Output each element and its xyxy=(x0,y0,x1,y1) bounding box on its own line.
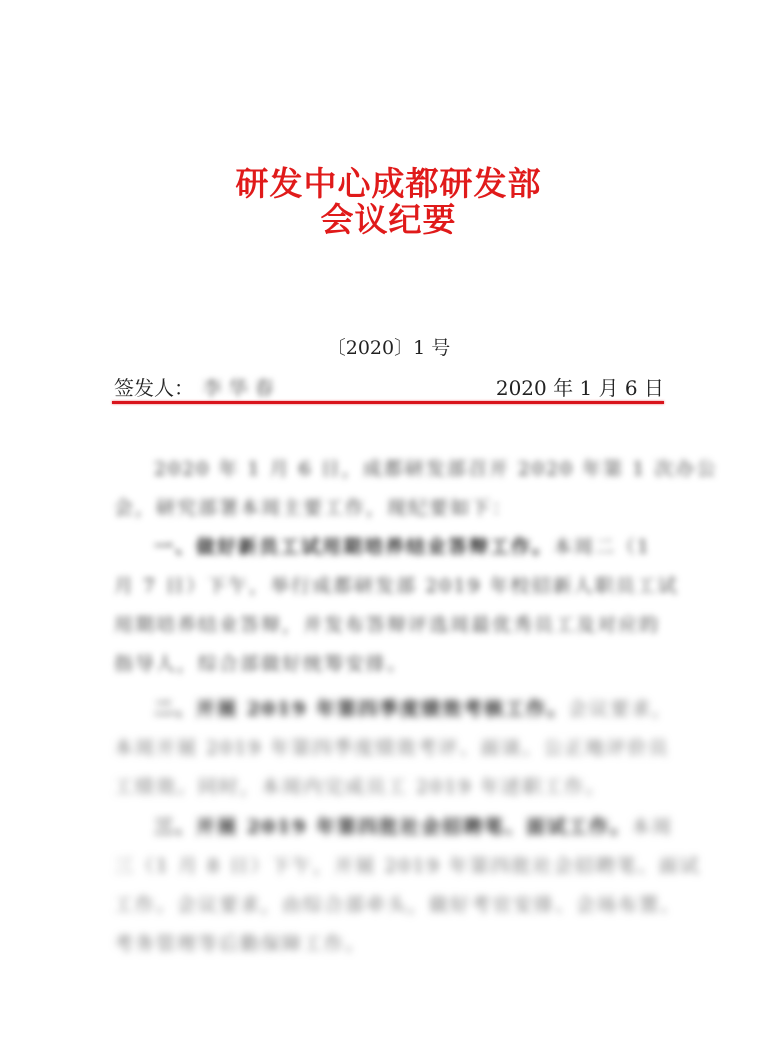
item1-paragraph xyxy=(114,528,679,684)
item3-line: 本周 xyxy=(631,816,674,838)
red-header-rule xyxy=(112,401,664,404)
document-title-line2: 会议纪要 xyxy=(320,200,457,239)
item2-paragraph xyxy=(114,690,674,807)
item3-line: 工作。会议要求，由综合部牵头，做好考官安排、会场布置、 xyxy=(114,894,682,916)
signer-row xyxy=(114,372,664,402)
item2-heading: 二、开展 2019 年第四季度绩效考核工作。 xyxy=(154,698,569,720)
item2-line: 本周开展 2019 年第四季度绩效考评、面谈、公正地评价员 xyxy=(114,737,670,759)
item1-line: 月 7 日）下午，举行成都研发部 2019 年校招新人职员工试 xyxy=(114,575,679,597)
issue-date: 2020 年 1 月 6 日 xyxy=(495,376,664,400)
item1-line: 用期培养结业答辩，并发布答辩评选周最优秀员工及对应的 xyxy=(114,614,661,636)
item3-line: 三（1 月 8 日）下午，开展 2019 年第四批社会招聘笔、面试 xyxy=(114,855,701,877)
item2-line: 工绩效。同时，本周内完成员工 2019 年述职工作。 xyxy=(114,776,607,798)
intro-line: 会，研究部署本周主要工作，现纪要如下： xyxy=(114,497,514,519)
item1-line: 指导人，综合部做好统筹安排。 xyxy=(114,653,409,675)
intro-paragraph xyxy=(114,450,718,528)
item3-heading: 三、开展 2019 年第四批社会招聘笔、面试工作。 xyxy=(154,816,632,838)
intro-line: 2020 年 1 月 6 日，成都研发部召开 2020 年第 1 次办公 xyxy=(154,458,718,480)
document-title-line1: 研发中心成都研发部 xyxy=(235,164,542,203)
item3-paragraph xyxy=(114,808,701,964)
item1-line: 本周二（1 xyxy=(553,536,652,558)
item1-heading: 一、做好新员工试用期培养结业答辩工作。 xyxy=(154,536,554,558)
signer-label: 签发人： xyxy=(114,376,194,400)
document-number: 〔2020〕1 号 xyxy=(326,337,451,359)
signer-name-redacted: 李华春 xyxy=(202,376,280,400)
item3-line: 考务管理等后勤保障工作。 xyxy=(114,933,367,955)
item2-line: 会议要求， xyxy=(568,698,674,720)
